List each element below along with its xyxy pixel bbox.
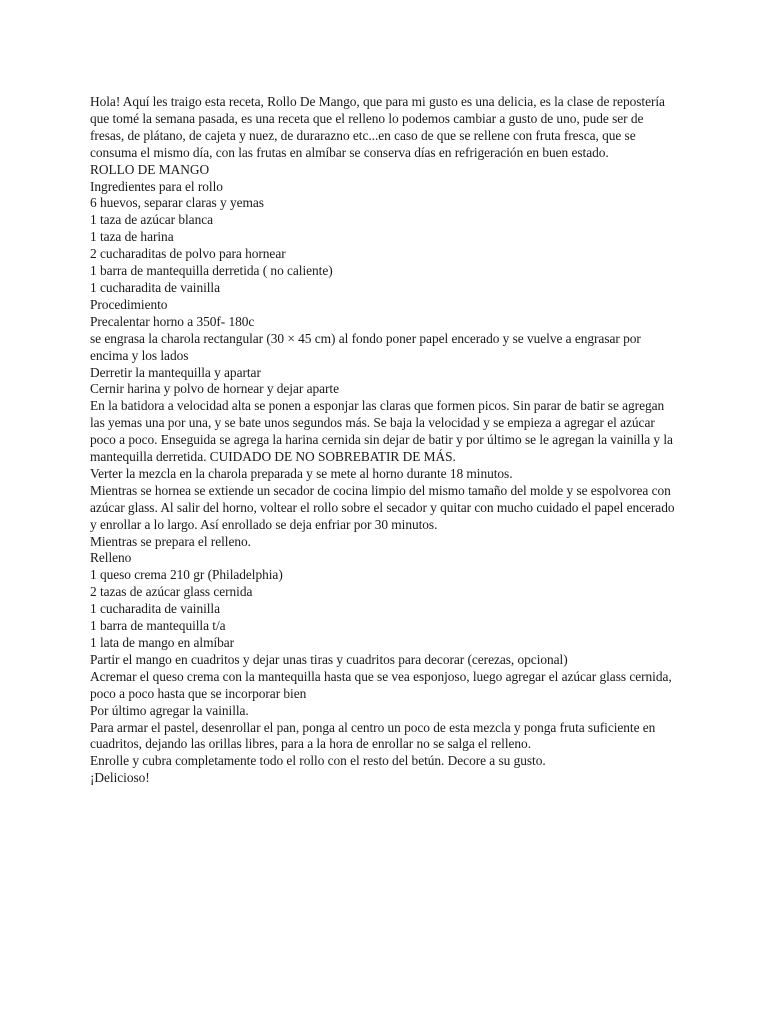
procedure-step: En la batidora a velocidad alta se ponen a esponjar las claras que formen picos. Sin parar de batir se agregan las yemas una por una, y se bate unos segundos más. Se baja la velocidad y se empieza a agregar el azúcar poco a poco. Enseguida se agrega la harina cernida sin dejar de batir y por último se le agregan la vainilla y la mantequilla derretida. CUIDADO DE NO SOBREBATIR DE MÁS. — [90, 398, 673, 465]
section-heading-ingredients: Ingredientes para el rollo — [90, 178, 223, 194]
ingredient-item: 1 barra de mantequilla derretida ( no caliente) — [90, 263, 333, 279]
ingredient-item: 1 taza de azúcar blanca — [90, 212, 213, 228]
ingredient-item: 2 cucharaditas de polvo para hornear — [90, 246, 286, 262]
section-heading-filling: Relleno — [90, 550, 132, 566]
procedure-step: Cernir harina y polvo de hornear y dejar aparte — [90, 381, 339, 397]
procedure-step: Derretir la mantequilla y apartar — [90, 364, 261, 380]
closing-line: ¡Delicioso! — [90, 770, 150, 786]
procedure-step: Precalentar horno a 350f- 180c — [90, 313, 255, 329]
filling-step: Acremar el queso crema con la mantequilla hasta que se vea esponjoso, luego agregar el azúcar glass cernida, poco a poco hasta que se incorporar bien — [90, 668, 672, 701]
filling-step: Partir el mango en cuadritos y dejar unas tiras y cuadritos para decorar (cerezas, opcional) — [90, 651, 568, 667]
procedure-step: se engrasa la charola rectangular (30 × 45 cm) al fondo poner papel encerado y se vuelve a engrasar por encima y los lados — [90, 330, 641, 363]
filling-ingredient: 1 queso crema 210 gr (Philadelphia) — [90, 567, 283, 583]
recipe-title: ROLLO DE MANGO — [90, 161, 210, 177]
ingredient-item: 1 cucharadita de vainilla — [90, 279, 220, 295]
filling-step: Por último agregar la vainilla. — [90, 702, 249, 718]
assembly-step: Para armar el pastel, desenrollar el pan, ponga al centro un poco de esta mezcla y ponga fruta suficiente en cuadritos, dejando las orillas libres, para a la hora de enrollar no se salga el relleno. — [90, 719, 656, 752]
ingredient-item: 6 huevos, separar claras y yemas — [90, 195, 264, 211]
filling-ingredient: 1 cucharadita de vainilla — [90, 601, 220, 617]
filling-ingredient: 2 tazas de azúcar glass cernida — [90, 584, 253, 600]
assembly-step: Enrolle y cubra completamente todo el rollo con el resto del betún. Decore a su gusto. — [90, 753, 546, 769]
procedure-step: Verter la mezcla en la charola preparada y se mete al horno durante 18 minutos. — [90, 465, 513, 481]
filling-ingredient: 1 barra de mantequilla t/a — [90, 618, 226, 634]
ingredient-item: 1 taza de harina — [90, 229, 174, 245]
intro-paragraph: Hola! Aquí les traigo esta receta, Rollo De Mango, que para mi gusto es una delicia, es la clase de repostería que tomé la semana pasada, es una receta que el relleno lo podemos cambiar a gusto de uno, pude ser de fresas, de plátano, de cajeta y nuez, de durarazno etc...en caso de que se rellene con fruta fresca, que se consuma el mismo día, con las frutas en almíbar se conserva días en refrigeración en buen estado. — [90, 94, 665, 160]
filling-ingredient: 1 lata de mango en almíbar — [90, 635, 235, 650]
procedure-step: Mientras se prepara el relleno. — [90, 533, 251, 549]
section-heading-procedure: Procedimiento — [90, 296, 168, 312]
procedure-step: Mientras se hornea se extiende un secador de cocina limpio del mismo tamaño del molde y se espolvorea con azúcar glass. Al salir del horno, voltear el rollo sobre el secador y quitar con mucho cuidado el papel encerado y enrollar a lo largo. Así enrollado se deja enfriar por 30 minutos. — [90, 482, 675, 532]
